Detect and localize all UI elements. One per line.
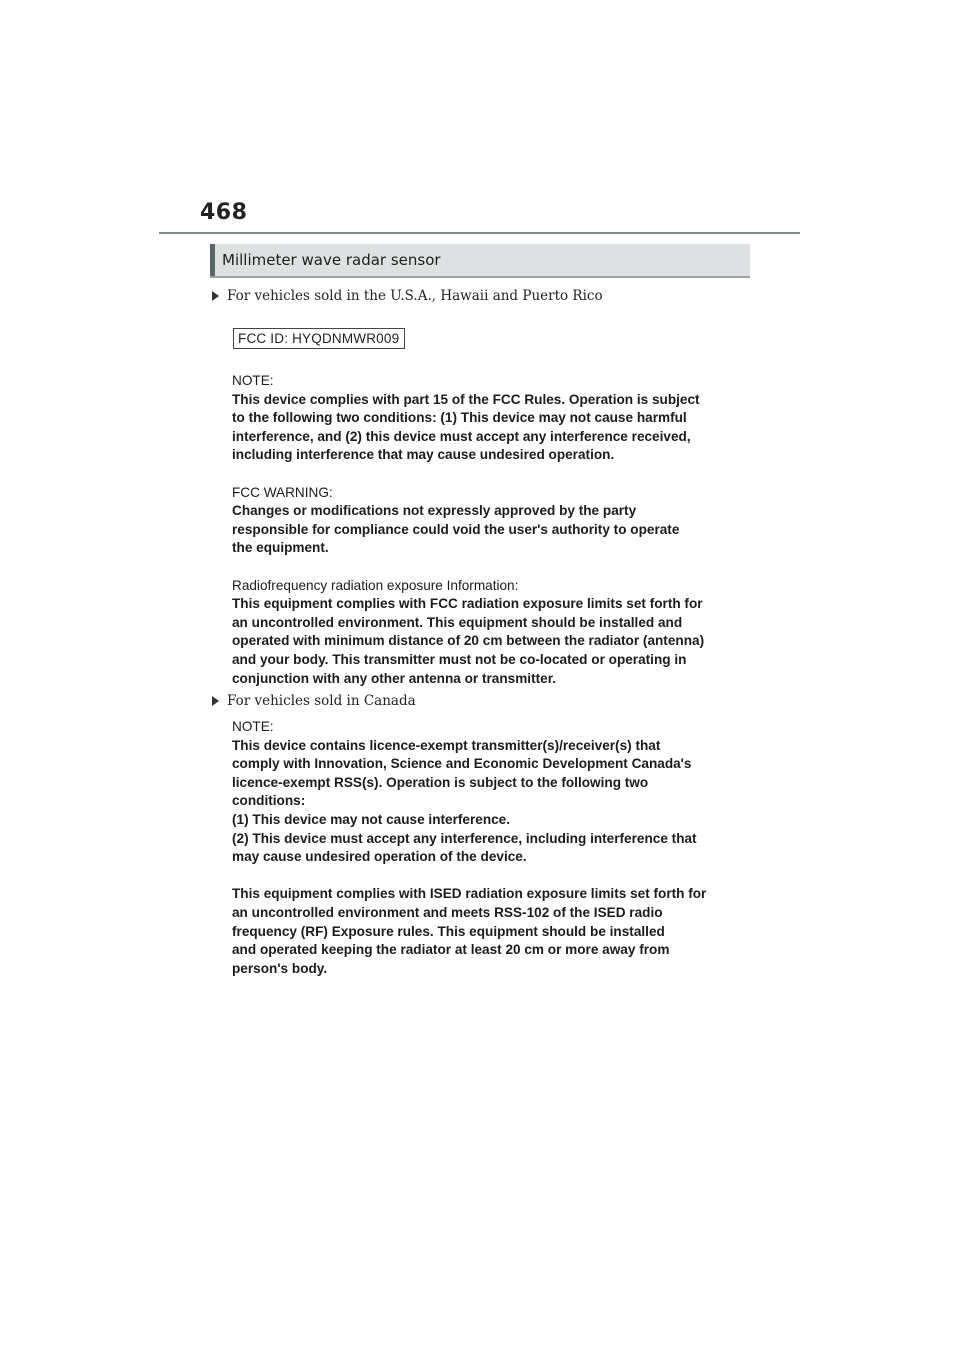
note-line: licence-exempt RSS(s). Operation is subject to the following two: [232, 774, 649, 790]
section-title: Millimeter wave radar sensor: [222, 251, 441, 269]
warning-heading: FCC WARNING:: [232, 484, 333, 500]
rf-line: operated with minimum distance of 20 cm between the radiator (antenna): [232, 633, 705, 649]
note-line: This device contains licence-exempt transmitter(s)/receiver(s) that: [232, 737, 661, 753]
triangle-bullet-icon: [212, 291, 219, 301]
warning-line: the equipment.: [232, 540, 329, 556]
rf-line: conjunction with any other antenna or transmitter.: [232, 670, 557, 686]
warning-line: responsible for compliance could void the user's authority to operate: [232, 521, 680, 537]
rf-heading: Radiofrequency radiation exposure Information:: [232, 577, 519, 593]
note-line: (2) This device must accept any interference, including interference that: [232, 830, 697, 846]
rf-line: and your body. This transmitter must not be co-located or operating in: [232, 651, 687, 667]
triangle-bullet-icon: [212, 696, 219, 706]
header-rule: [159, 232, 800, 234]
canada-bullet: [212, 693, 416, 709]
note-line: including interference that may cause undesired operation.: [232, 447, 615, 463]
note-line: This device complies with part 15 of the FCC Rules. Operation is subject: [232, 391, 700, 407]
note-line: interference, and (2) this device must accept any interference received,: [232, 428, 691, 444]
warning-line: Changes or modifications not expressly approved by the party: [232, 503, 637, 519]
fcc-id-label: FCC ID: HYQDNMWR009: [233, 328, 405, 349]
note-line: to the following two conditions: (1) This device may not cause harmful: [232, 410, 687, 426]
note-line: conditions:: [232, 793, 306, 809]
rf-line: and operated keeping the radiator at least 20 cm or more away from: [232, 942, 670, 958]
rf-line: an uncontrolled environment and meets RSS-102 of the ISED radio: [232, 904, 663, 920]
rf-line: This equipment complies with ISED radiation exposure limits set forth for: [232, 886, 707, 902]
usa-notice: [232, 372, 742, 688]
canada-notice: [232, 718, 742, 978]
usa-bullet-label: For vehicles sold in the U.S.A., Hawaii and Puerto Rico: [227, 288, 603, 304]
rf-line: frequency (RF) Exposure rules. This equipment should be installed: [232, 923, 665, 939]
section-header: [210, 244, 750, 278]
canada-bullet-label: For vehicles sold in Canada: [227, 693, 416, 709]
rf-line: an uncontrolled environment. This equipment should be installed and: [232, 614, 683, 630]
page-number: 468: [200, 200, 248, 225]
section-header-accent: [210, 244, 215, 276]
rf-line: person's body.: [232, 960, 328, 976]
rf-line: This equipment complies with FCC radiation exposure limits set forth for: [232, 596, 703, 612]
note-heading: NOTE:: [232, 719, 274, 734]
note-line: (1) This device may not cause interference.: [232, 811, 511, 827]
note-line: comply with Innovation, Science and Economic Development Canada's: [232, 756, 692, 772]
note-line: may cause undesired operation of the device.: [232, 849, 527, 865]
usa-bullet: [212, 288, 603, 304]
note-heading: NOTE:: [232, 373, 274, 388]
